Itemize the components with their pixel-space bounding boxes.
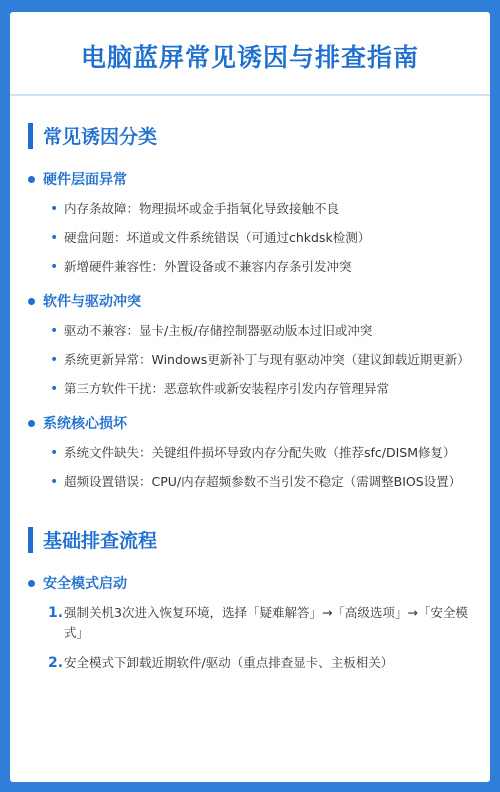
bullet-icon: •	[50, 352, 59, 368]
subsection-label: 安全模式启动	[43, 576, 127, 592]
bullet-dot-icon	[28, 298, 35, 305]
subsection-label: 系统核心损坏	[43, 416, 127, 432]
bullet-dot-icon	[28, 420, 35, 427]
software-list	[28, 321, 476, 399]
list-item: • 内存条故障：物理损坏或金手指氧化导致接触不良	[50, 201, 340, 217]
list-item: • 系统更新异常：Windows更新补丁与现有驱动冲突（建议卸载近期更新）	[50, 352, 470, 368]
page-title: 电脑蓝屏常见诱因与排查指南	[80, 43, 419, 72]
list-item: • 超频设置错误：CPU/内存超频参数不当引发不稳定（需调整BIOS设置）	[50, 474, 462, 490]
bullet-icon: •	[50, 445, 59, 461]
bullet-icon: •	[50, 259, 59, 275]
title-divider	[10, 94, 490, 96]
step-item	[48, 653, 476, 673]
subsection-safe-mode	[28, 573, 476, 593]
subsection-label: 硬件层面异常	[43, 172, 127, 188]
list-item: • 硬盘问题：坏道或文件系统错误（可通过chkdsk检测）	[50, 230, 371, 246]
list-item: • 系统文件缺失：关键组件损坏导致内存分配失败（推荐sfc/DISM修复）	[50, 445, 456, 461]
guide-card	[10, 12, 490, 782]
subsection-software	[28, 291, 476, 311]
section-heading-text: 基础排查流程	[43, 530, 158, 552]
subsection-label: 软件与驱动冲突	[43, 294, 141, 310]
heading-bar	[28, 123, 33, 149]
step-item	[48, 603, 476, 643]
section-troubleshooting	[10, 526, 490, 673]
bullet-icon: •	[50, 381, 59, 397]
bullet-icon: •	[50, 474, 59, 490]
bullet-icon: •	[50, 230, 59, 246]
list-item: • 新增硬件兼容性：外置设备或不兼容内存条引发冲突	[50, 259, 352, 275]
subsection-system	[28, 413, 476, 433]
bullet-dot-icon	[28, 176, 35, 183]
step-number: 1.	[48, 605, 64, 621]
safe-mode-steps	[28, 603, 476, 673]
list-item: • 驱动不兼容：显卡/主板/存储控制器驱动版本过旧或冲突	[50, 323, 373, 339]
section-heading	[28, 122, 476, 149]
bullet-icon: •	[50, 201, 59, 217]
system-list	[28, 443, 476, 492]
heading-bar	[28, 527, 33, 553]
bullet-dot-icon	[28, 580, 35, 587]
hardware-list	[28, 199, 476, 277]
step-text: 安全模式下卸载近期软件/驱动（重点排查显卡、主板相关）	[64, 655, 394, 670]
step-number: 2.	[48, 655, 64, 671]
section-causes	[10, 122, 490, 492]
section-heading-text: 常见诱因分类	[43, 126, 158, 148]
section-heading	[28, 526, 476, 553]
list-item: • 第三方软件干扰：恶意软件或新安装程序引发内存管理异常	[50, 381, 390, 397]
subsection-hardware	[28, 169, 476, 189]
bullet-icon: •	[50, 323, 59, 339]
step-text: 强制关机3次进入恢复环境，选择「疑难解答」→「高级选项」→「安全模式」	[64, 605, 468, 640]
